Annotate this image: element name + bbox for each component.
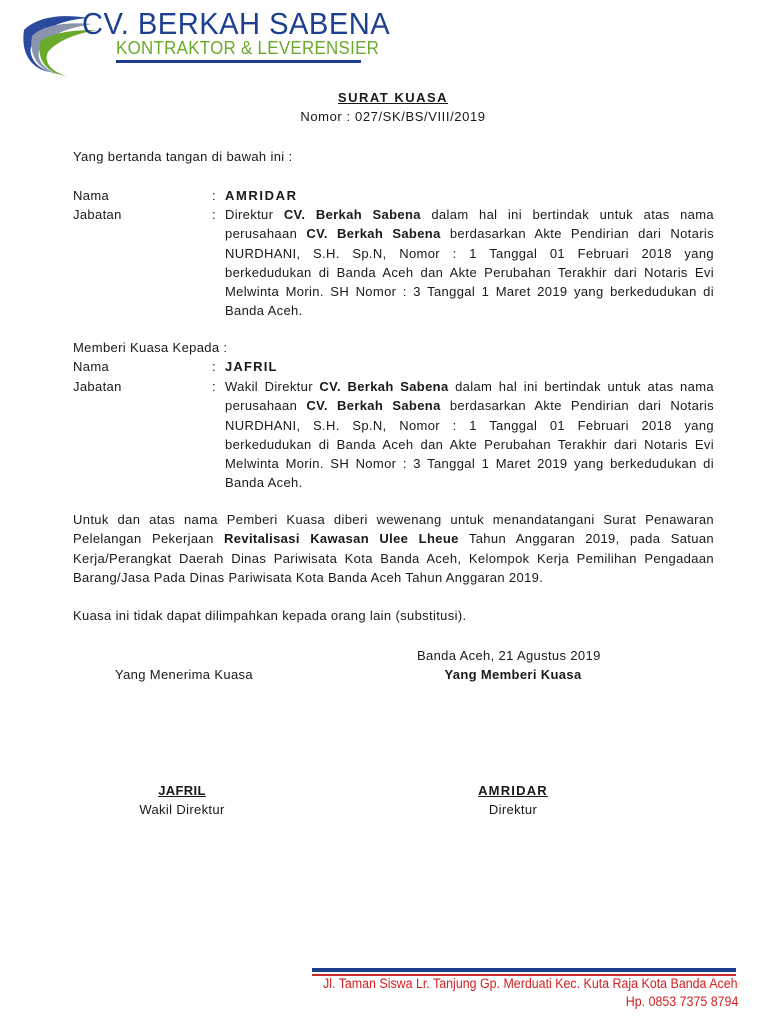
place-date: Banda Aceh, 21 Agustus 2019 (417, 648, 601, 663)
grant-to-heading: Memberi Kuasa Kepada : (73, 340, 228, 355)
colon: : (212, 188, 216, 203)
receiver-label: Yang Menerima Kuasa (115, 667, 253, 682)
colon: : (212, 359, 216, 374)
letter-title: SURAT KUASA (337, 90, 449, 105)
giver-signature-title: Direktur (488, 802, 538, 817)
non-delegation-text: Kuasa ini tidak dapat dilimpahkan kepada orang lain (substitusi). (73, 608, 467, 623)
grantee-position-label: Jabatan (73, 379, 122, 394)
company-subtitle: KONTRAKTOR & LEVERENSIER (116, 38, 380, 58)
intro-text: Yang bertanda tangan di bawah ini : (73, 149, 293, 164)
receiver-signature-title: Wakil Direktur (139, 802, 225, 817)
letter-number: Nomor : 027/SK/BS/VIII/2019 (300, 109, 486, 124)
giver-label: Yang Memberi Kuasa (444, 667, 582, 682)
grantee-name: JAFRIL (225, 359, 278, 374)
receiver-signature-name: JAFRIL (158, 783, 206, 798)
grantee-position: Wakil Direktur CV. Berkah Sabena dalam hal ini bertindak untuk atas nama perusahaan CV. Berkah Sabena berdasarkan Akte Pendirian dari Notaris NURDHANI, S.H. Sp.N, Nomor : 1 Tanggal 01 Februari 2018 yang berkedudukan di Banda Aceh dan Akte Perubahan Terakhir dari Notaris Evi Melwinta Morin. SH Nomor : 3 Tanggal 1 Maret 2019 yang berkedudukan di Banda Aceh. (225, 379, 714, 491)
grantor-position: Direktur CV. Berkah Sabena dalam hal ini bertindak untuk atas nama perusahaan CV. Berkah Sabena berdasarkan Akte Pendirian dari Notaris NURDHANI, S.H. Sp.N, Nomor : 1 Tanggal 01 Februari 2018 yang berkedudukan di Banda Aceh dan Akte Perubahan Terakhir dari Notaris Evi Melwinta Morin. SH Nomor : 3 Tanggal 1 Maret 2019 yang berkedudukan di Banda Aceh. (225, 207, 714, 319)
grantor-name: AMRIDAR (225, 188, 298, 203)
footer-rule-blue (312, 968, 736, 972)
authority-paragraph: Untuk dan atas nama Pemberi Kuasa diberi wewenang untuk menandatangani Surat Penawaran Pelelangan Pekerjaan Revitalisasi Kawasan Ulee Lheue Tahun Anggaran 2019, pada Satuan Kerja/Perangkat Daerah Dinas Pariwisata Kota Banda Aceh, Kelompok Kerja Pemilihan Pengadaan Barang/Jasa Pada Dinas Pariwisata Kota Banda Aceh Tahun Anggaran 2019. (73, 512, 714, 585)
footer-address: Jl. Taman Siswa Lr. Tanjung Gp. Merduati Kec. Kuta Raja Kota Banda Aceh (323, 976, 738, 991)
company-name: CV. BERKAH SABENA (82, 6, 391, 41)
giver-signature-name: AMRIDAR (478, 783, 548, 798)
grantor-position-label: Jabatan (73, 207, 122, 222)
colon: : (212, 207, 216, 222)
header-rule (116, 60, 361, 63)
grantee-name-label: Nama (73, 359, 110, 374)
colon: : (212, 379, 216, 394)
footer-phone: Hp. 0853 7375 8794 (625, 994, 738, 1009)
grantor-name-label: Nama (73, 188, 110, 203)
